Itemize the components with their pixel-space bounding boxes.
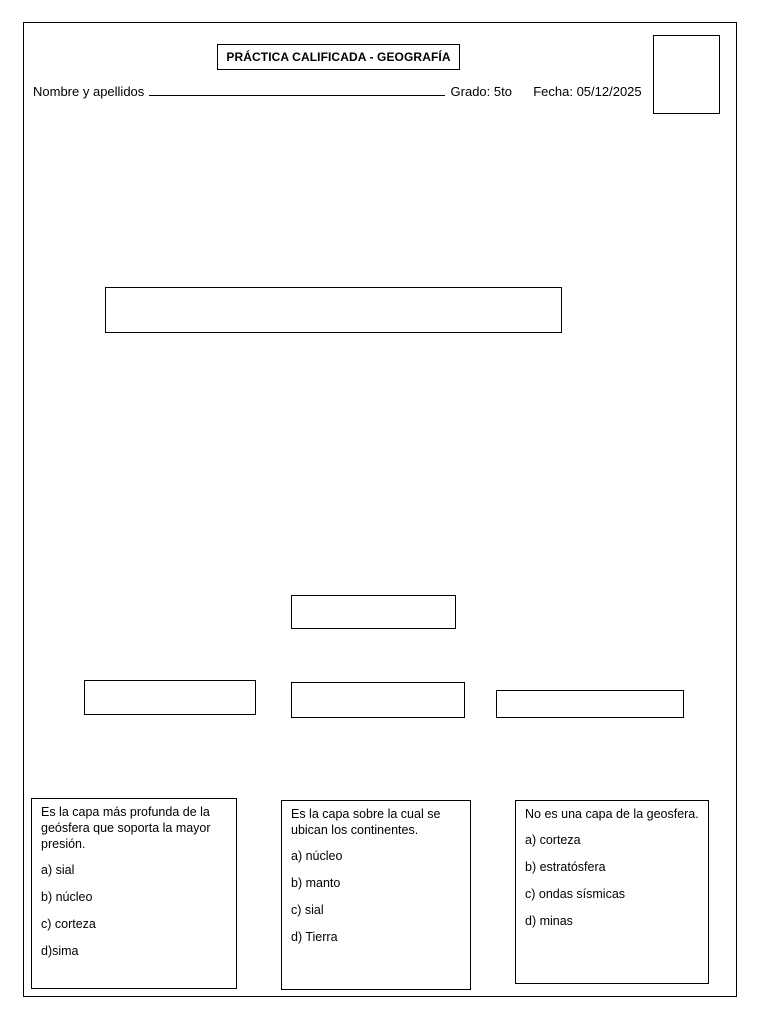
option-c[interactable]: c) sial (291, 903, 324, 917)
page-title (217, 44, 460, 70)
option-c[interactable]: c) ondas sísmicas (525, 887, 626, 901)
option-a[interactable]: a) sial (41, 863, 75, 877)
question-text: Es la capa más profunda de la geósfera que soporta la mayor presión. (41, 805, 211, 851)
option-b[interactable]: b) manto (291, 876, 341, 890)
photo-box (653, 35, 720, 114)
option-d[interactable]: d) minas (525, 914, 573, 928)
option-d[interactable]: d)sima (41, 944, 79, 958)
option-d[interactable]: d) Tierra (291, 930, 338, 944)
answer-box-right[interactable] (496, 690, 684, 718)
option-c[interactable]: c) corteza (41, 917, 96, 931)
date-text: Fecha: 05/12/2025 (533, 84, 642, 99)
option-b[interactable]: b) estratósfera (525, 860, 606, 874)
option-a[interactable]: a) corteza (525, 833, 581, 847)
option-b[interactable]: b) núcleo (41, 890, 93, 904)
grade-text: Grado: 5to (450, 84, 512, 99)
question-box-3 (515, 800, 709, 984)
answer-box-main[interactable] (105, 287, 562, 333)
question-text: Es la capa sobre la cual se ubican los continentes. (291, 807, 441, 837)
question-box-1 (31, 798, 237, 989)
answer-box-middle[interactable] (291, 682, 465, 718)
student-info-line (33, 83, 642, 99)
answer-box-center-top[interactable] (291, 595, 456, 629)
title-text: PRÁCTICA CALIFICADA - GEOGRAFÍA (226, 50, 451, 64)
option-a[interactable]: a) núcleo (291, 849, 343, 863)
question-text: No es una capa de la geosfera. (525, 807, 699, 821)
answer-box-left[interactable] (84, 680, 256, 715)
name-label: Nombre y apellidos (33, 84, 145, 99)
name-blank-line[interactable] (149, 83, 445, 96)
question-box-2 (281, 800, 471, 990)
